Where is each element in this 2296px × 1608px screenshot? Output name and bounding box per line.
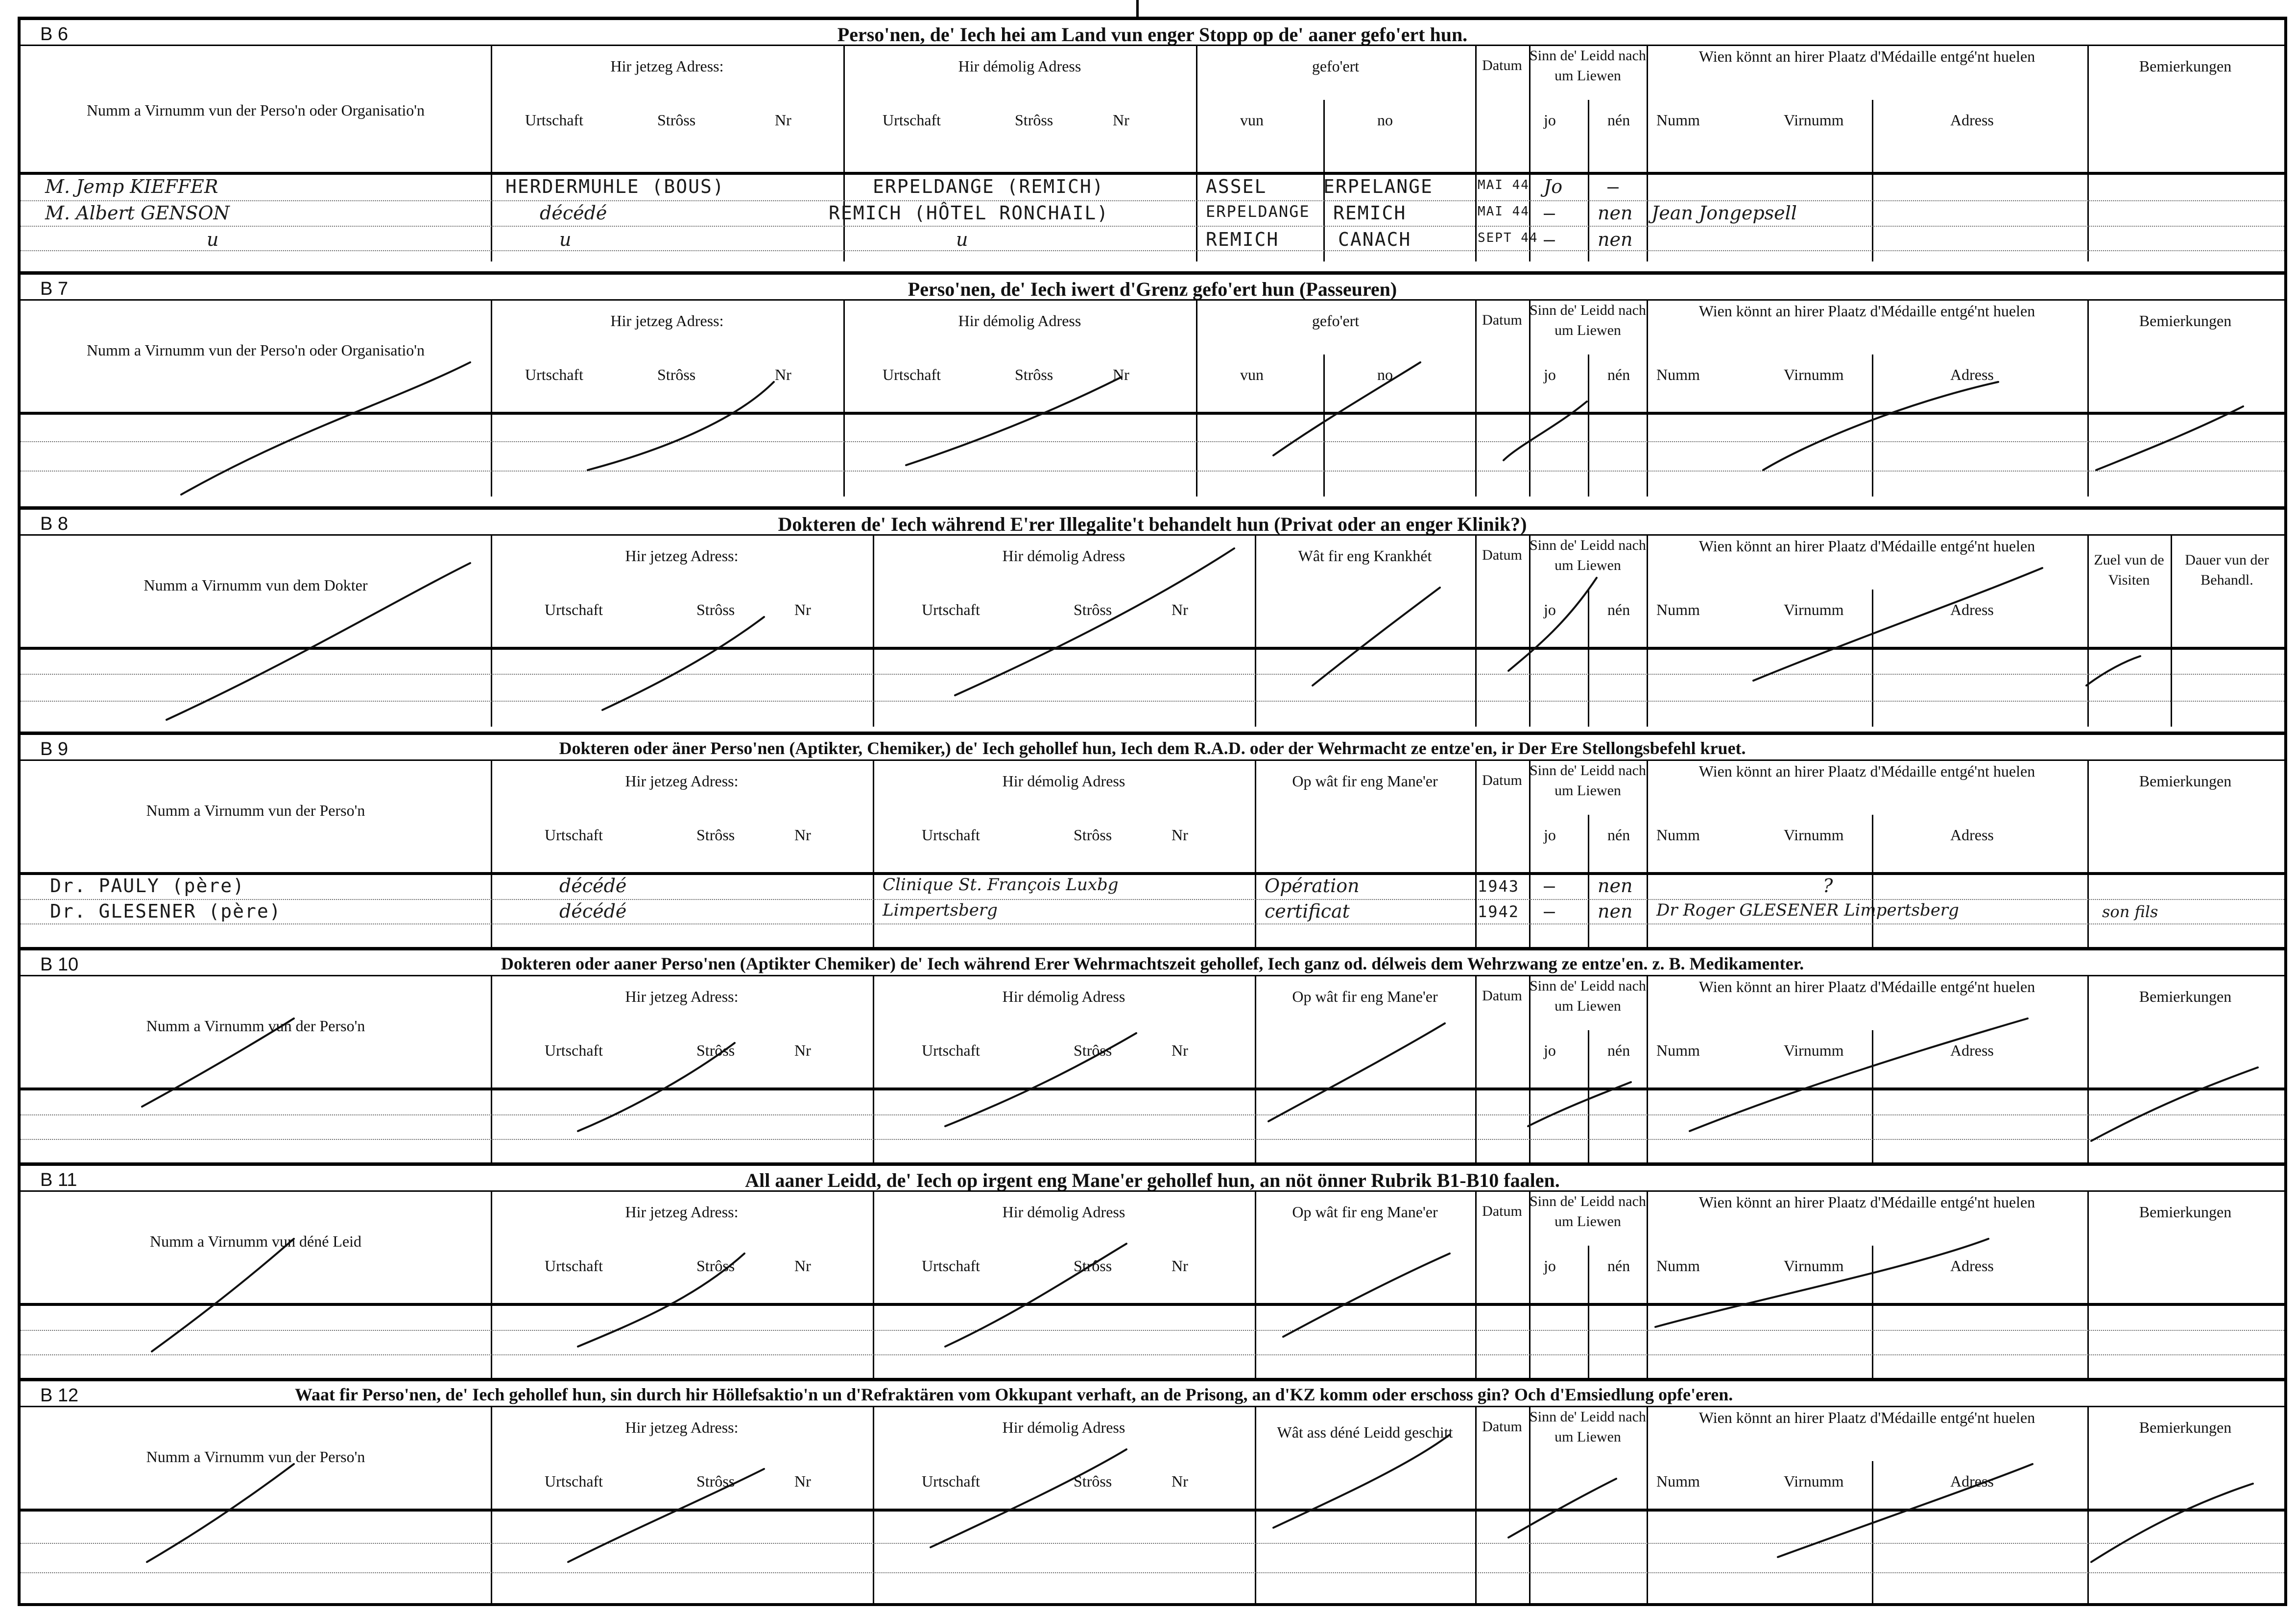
virnumm-label: Virnumm (1784, 601, 1844, 618)
col-demolig-label: Hir démolig Adress (1002, 547, 1125, 565)
urtschaft-label: Urtschaft (883, 366, 941, 383)
col-jetzeg-label: Hir jetzeg Adress: (625, 547, 739, 565)
stross-label: Strôss (696, 1257, 735, 1275)
nen-label: nén (1607, 366, 1630, 383)
col-demolig-label: Hir démolig Adress (958, 57, 1081, 75)
virnumm-label: Virnumm (1784, 826, 1844, 844)
form-sheet (18, 17, 2287, 1606)
col-demolig-label: Hir démolig Adress (1002, 1419, 1125, 1436)
adress-label: Adress (1950, 1041, 1994, 1059)
nr-label: Nr (775, 366, 791, 383)
nr-label: Nr (1172, 826, 1188, 844)
section-title-row (21, 1167, 2284, 1189)
section-heading: Perso'nen, de' Iech hei am Land vun enger Stopp op de' aaner gefo'ert hun. (837, 24, 1468, 46)
row-vun: ERPELDANGE (1206, 202, 1310, 221)
section-title-row (21, 511, 2284, 533)
col-demolig-label: Hir démolig Adress (1002, 1203, 1125, 1221)
adress-label: Adress (1950, 826, 1994, 844)
row-nen: — (1607, 176, 1620, 197)
row-medaille: Dr Roger GLESENER Limpertsberg (1656, 900, 1959, 920)
row-medaille: Jean Jongepsell (1651, 202, 1797, 224)
datum-label: Datum (1482, 1203, 1522, 1219)
row-jetzeg: décédé (559, 875, 627, 897)
stross-label: Strôss (1074, 1041, 1112, 1059)
urtschaft-label: Urtschaft (922, 601, 981, 618)
nen-label: nén (1607, 601, 1630, 618)
nen-label: nén (1607, 1257, 1630, 1275)
row-op-wat: certificat (1265, 900, 1350, 922)
section-b6 (21, 17, 2284, 270)
col-jetzeg-label: Hir jetzeg Adress: (625, 1203, 739, 1221)
column-header (21, 975, 2284, 1084)
nr-label: Nr (1172, 1472, 1188, 1490)
section-b9 (21, 732, 2284, 960)
urtschaft-label: Urtschaft (883, 111, 941, 129)
section-code: B 10 (40, 954, 79, 975)
section-heading: Dokteren de' Iech während E'rer Illegalite't behandelt hun (Privat oder an enger Klinik?) (778, 513, 1527, 535)
stross-label: Strôss (657, 366, 696, 383)
row-name: M. Jemp KIEFFER (45, 176, 218, 197)
adress-label: Adress (1950, 1257, 1994, 1275)
urtschaft-label: Urtschaft (545, 826, 603, 844)
section-b11 (21, 1162, 2284, 1381)
numm-label: Numm (1656, 1472, 1700, 1490)
urtschaft-label: Urtschaft (525, 366, 584, 383)
nen-label: nén (1607, 826, 1630, 844)
row-demolig: u (956, 229, 968, 250)
row-name: M. Albert GENSON (45, 202, 230, 224)
urtschaft-label: Urtschaft (545, 1041, 603, 1059)
row-jo: — (1544, 900, 1556, 922)
row-nen: nen (1598, 229, 1633, 250)
row-nen: nen (1598, 900, 1633, 922)
column-header (21, 1406, 2284, 1515)
section-heading: Waat fir Perso'nen, de' Iech gehollef hun, sin durch hir Höllefsaktio'n un d'Refraktären vom Okkupant verhaft, an de Prisong, an d'KZ komm oder erschoss gin? Och d'Emsiedlung opfe'eren. (295, 1385, 1733, 1404)
row-bemierkungen: son fils (2102, 902, 2158, 921)
column-header (21, 759, 2284, 869)
row-vun: REMICH (1206, 229, 1279, 250)
jo-label: jo (1544, 601, 1556, 618)
col-op-wat-label: Op wât fir eng Mane'er (1292, 772, 1438, 790)
row-jetzeg: HERDERMUHLE (BOUS) (505, 176, 725, 197)
column-header (21, 1190, 2284, 1300)
section-code: B 9 (40, 739, 69, 759)
no-label: no (1377, 366, 1393, 383)
medaille-label: Wien könnt an hirer Plaatz d'Médaille entgé'nt huelen (1698, 1409, 2035, 1426)
nr-label: Nr (794, 601, 811, 618)
row-datum: MAI 44 (1478, 178, 1530, 192)
row-no: CANACH (1338, 229, 1411, 250)
row-jetzeg: u (559, 229, 572, 250)
section-heading: All aaner Leidd, de' Iech op irgent eng Mane'er gehollef hun, an nöt önner Rubrik B1-B10 faalen. (745, 1169, 1560, 1191)
bemierkungen-label: Bemierkungen (2139, 57, 2232, 75)
stross-label: Strôss (696, 1472, 735, 1490)
urtschaft-label: Urtschaft (525, 111, 584, 129)
numm-label: Numm (1656, 111, 1700, 129)
dauer-label: Dauer vun der Behandl. (2185, 552, 2269, 588)
section-b8 (21, 506, 2284, 740)
stross-label: Strôss (1015, 366, 1053, 383)
nr-label: Nr (775, 111, 791, 129)
row-demolig: ERPELDANGE (REMICH) (873, 176, 1104, 197)
column-header (21, 534, 2284, 643)
row-demolig: Limpertsberg (883, 900, 998, 920)
row-name: Dr. GLESENER (père) (50, 900, 282, 922)
page-top-mark (1136, 0, 1139, 18)
section-code: B 6 (40, 24, 69, 45)
numm-label: Numm (1656, 826, 1700, 844)
bemierkungen-label: Bemierkungen (2139, 312, 2232, 330)
datum-label: Datum (1482, 57, 1522, 73)
col-name-label: Numm a Virnumm vun der Perso'n oder Organisatio'n (86, 341, 425, 359)
section-b12 (21, 1378, 2284, 1607)
row-datum: 1943 (1478, 877, 1520, 896)
nr-label: Nr (1113, 366, 1129, 383)
virnumm-label: Virnumm (1784, 111, 1844, 129)
nr-label: Nr (1172, 1041, 1188, 1059)
jo-label: jo (1544, 826, 1556, 844)
zuel-label: Zuel vun de Visiten (2094, 552, 2164, 588)
row-nen: nen (1598, 202, 1633, 224)
datum-label: Datum (1482, 1419, 1522, 1435)
row-medaille: ? (1823, 875, 1833, 897)
sinn-leidd-label: Sinn de' Leidd nach um Liewen (1530, 1409, 1646, 1445)
section-code: B 7 (40, 279, 69, 299)
sinn-leidd-label: Sinn de' Leidd nach um Liewen (1530, 762, 1646, 799)
numm-label: Numm (1656, 601, 1700, 618)
adress-label: Adress (1950, 111, 1994, 129)
jo-label: jo (1544, 111, 1556, 129)
nr-label: Nr (1113, 111, 1129, 129)
adress-label: Adress (1950, 601, 1994, 618)
row-no: ERPELANGE (1323, 176, 1433, 197)
medaille-label: Wien könnt an hirer Plaatz d'Médaille entgé'nt huelen (1698, 537, 2035, 555)
col-op-wat-label: Op wât fir eng Mane'er (1292, 988, 1438, 1005)
jo-label: jo (1544, 366, 1556, 383)
medaille-label: Wien könnt an hirer Plaatz d'Médaille entgé'nt huelen (1698, 762, 2035, 780)
no-label: no (1377, 111, 1393, 129)
urtschaft-label: Urtschaft (922, 1472, 981, 1490)
sinn-leidd-label: Sinn de' Leidd nach um Liewen (1530, 537, 1646, 573)
col-demolig-label: Hir démolig Adress (958, 312, 1081, 330)
numm-label: Numm (1656, 1257, 1700, 1275)
bemierkungen-label: Bemierkungen (2139, 1419, 2232, 1436)
col-name-label: Numm a Virnumm vun der Perso'n oder Organisatio'n (86, 101, 425, 119)
medaille-label: Wien könnt an hirer Plaatz d'Médaille entgé'nt huelen (1698, 978, 2035, 995)
numm-label: Numm (1656, 366, 1700, 383)
nr-label: Nr (794, 1257, 811, 1275)
datum-label: Datum (1482, 988, 1522, 1004)
section-title-row (21, 736, 2284, 758)
row-jo: — (1544, 229, 1556, 250)
stross-label: Strôss (696, 1041, 735, 1059)
datum-label: Datum (1482, 772, 1522, 788)
stross-label: Strôss (1074, 1257, 1112, 1275)
nr-label: Nr (794, 1041, 811, 1059)
section-code: B 12 (40, 1385, 79, 1406)
row-no: REMICH (1333, 202, 1407, 224)
col-name-label: Numm a Virnumm vun dem Dokter (144, 576, 368, 594)
col-name-label: Numm a Virnumm vun der Perso'n (146, 802, 365, 819)
stross-label: Strôss (1074, 601, 1112, 618)
virnumm-label: Virnumm (1784, 366, 1844, 383)
col-jetzeg-label: Hir jetzeg Adress: (625, 772, 739, 790)
col-wat-label: Wât ass déné Leidd geschitt (1277, 1423, 1453, 1441)
sinn-leidd-label: Sinn de' Leidd nach um Liewen (1530, 978, 1646, 1014)
adress-label: Adress (1950, 366, 1994, 383)
section-heading: Dokteren oder aaner Perso'nen (Aptikter Chemiker) de' Iech während Erer Wehrmachtszeit gehollef, Iech ganz od. délweis dem Wehrzwang ze entze'en. z. B. Medikamenter. (501, 954, 1804, 973)
row-vun: ASSEL (1206, 176, 1267, 197)
row-jo: — (1544, 875, 1556, 897)
col-gefoert-label: gefo'ert (1312, 312, 1360, 330)
urtschaft-label: Urtschaft (922, 1041, 981, 1059)
row-jo: Jo (1544, 176, 1563, 197)
numm-label: Numm (1656, 1041, 1700, 1059)
column-header (21, 45, 2284, 173)
sinn-leidd-label: Sinn de' Leidd nach um Liewen (1530, 302, 1646, 338)
col-jetzeg-label: Hir jetzeg Adress: (610, 312, 724, 330)
virnumm-label: Virnumm (1784, 1041, 1844, 1059)
section-title-row (21, 21, 2284, 44)
section-heading: Dokteren oder äner Perso'nen (Aptikter, Chemiker,) de' Iech gehollef hun, Iech dem R.A.D. oder der Wehrmacht ze entze'en, ir Der Ere Stellongsbefehl kruet. (559, 738, 1746, 758)
row-demolig: Clinique St. François Luxbg (883, 875, 1119, 895)
col-demolig-label: Hir démolig Adress (1002, 772, 1125, 790)
urtschaft-label: Urtschaft (922, 1257, 981, 1275)
row-jo: — (1544, 202, 1556, 224)
section-b10 (21, 947, 2284, 1166)
row-name: u (207, 229, 219, 250)
datum-label: Datum (1482, 547, 1522, 563)
stross-label: Strôss (657, 111, 696, 129)
urtschaft-label: Urtschaft (545, 601, 603, 618)
urtschaft-label: Urtschaft (922, 826, 981, 844)
bemierkungen-label: Bemierkungen (2139, 772, 2232, 790)
row-datum: 1942 (1478, 902, 1520, 921)
stross-label: Strôss (696, 826, 735, 844)
row-name: Dr. PAULY (père) (50, 875, 245, 897)
bemierkungen-label: Bemierkungen (2139, 988, 2232, 1005)
vun-label: vun (1240, 366, 1264, 383)
section-title-row (21, 1382, 2284, 1405)
datum-label: Datum (1482, 312, 1522, 328)
nen-label: nén (1607, 1041, 1630, 1059)
section-heading: Perso'nen, de' Iech iwert d'Grenz gefo'ert hun (Passeuren) (908, 278, 1397, 300)
sinn-leidd-label: Sinn de' Leidd nach um Liewen (1530, 1193, 1646, 1230)
section-code: B 11 (40, 1170, 77, 1190)
col-jetzeg-label: Hir jetzeg Adress: (610, 57, 724, 75)
column-header (21, 299, 2284, 408)
col-demolig-label: Hir démolig Adress (1002, 988, 1125, 1005)
bemierkungen-label: Bemierkungen (2139, 1203, 2232, 1221)
col-gefoert-label: gefo'ert (1312, 57, 1360, 75)
col-op-wat-label: Op wât fir eng Mane'er (1292, 1203, 1438, 1221)
nr-label: Nr (794, 1472, 811, 1490)
nr-label: Nr (1172, 1257, 1188, 1275)
row-op-wat: Opération (1265, 875, 1360, 897)
col-name-label: Numm a Virnumm vun der Perso'n (146, 1017, 365, 1035)
col-krankhet-label: Wât fir eng Krankhét (1298, 547, 1432, 565)
row-jetzeg: décédé (559, 900, 627, 922)
row-demolig: REMICH (HÔTEL RONCHAIL) (829, 202, 1109, 224)
stross-label: Strôss (696, 601, 735, 618)
medaille-label: Wien könnt an hirer Plaatz d'Médaille entgé'nt huelen (1698, 47, 2035, 65)
stross-label: Strôss (1074, 1472, 1112, 1490)
urtschaft-label: Urtschaft (545, 1257, 603, 1275)
stross-label: Strôss (1074, 826, 1112, 844)
row-datum: MAI 44 (1478, 204, 1530, 219)
medaille-label: Wien könnt an hirer Plaatz d'Médaille entgé'nt huelen (1698, 302, 2035, 320)
section-title-row (21, 951, 2284, 974)
adress-label: Adress (1950, 1472, 1994, 1490)
section-b7 (21, 271, 2284, 520)
section-code: B 8 (40, 514, 69, 534)
col-jetzeg-label: Hir jetzeg Adress: (625, 1419, 739, 1436)
stross-label: Strôss (1015, 111, 1053, 129)
urtschaft-label: Urtschaft (545, 1472, 603, 1490)
section-title-row (21, 276, 2284, 298)
nen-label: nén (1607, 111, 1630, 129)
virnumm-label: Virnumm (1784, 1472, 1844, 1490)
sinn-leidd-label: Sinn de' Leidd nach um Liewen (1530, 47, 1646, 84)
col-name-label: Numm a Virnumm vun der Perso'n (146, 1448, 365, 1466)
row-nen: nen (1598, 875, 1633, 897)
col-name-label: Numm a Virnumm vun déné Leid (149, 1232, 362, 1250)
vun-label: vun (1240, 111, 1264, 129)
row-datum: SEPT 44 (1478, 231, 1538, 245)
virnumm-label: Virnumm (1784, 1257, 1844, 1275)
row-jetzeg: décédé (540, 202, 607, 224)
jo-label: jo (1544, 1257, 1556, 1275)
nr-label: Nr (1172, 601, 1188, 618)
col-jetzeg-label: Hir jetzeg Adress: (625, 988, 739, 1005)
medaille-label: Wien könnt an hirer Plaatz d'Médaille entgé'nt huelen (1698, 1193, 2035, 1211)
jo-label: jo (1544, 1041, 1556, 1059)
nr-label: Nr (794, 826, 811, 844)
